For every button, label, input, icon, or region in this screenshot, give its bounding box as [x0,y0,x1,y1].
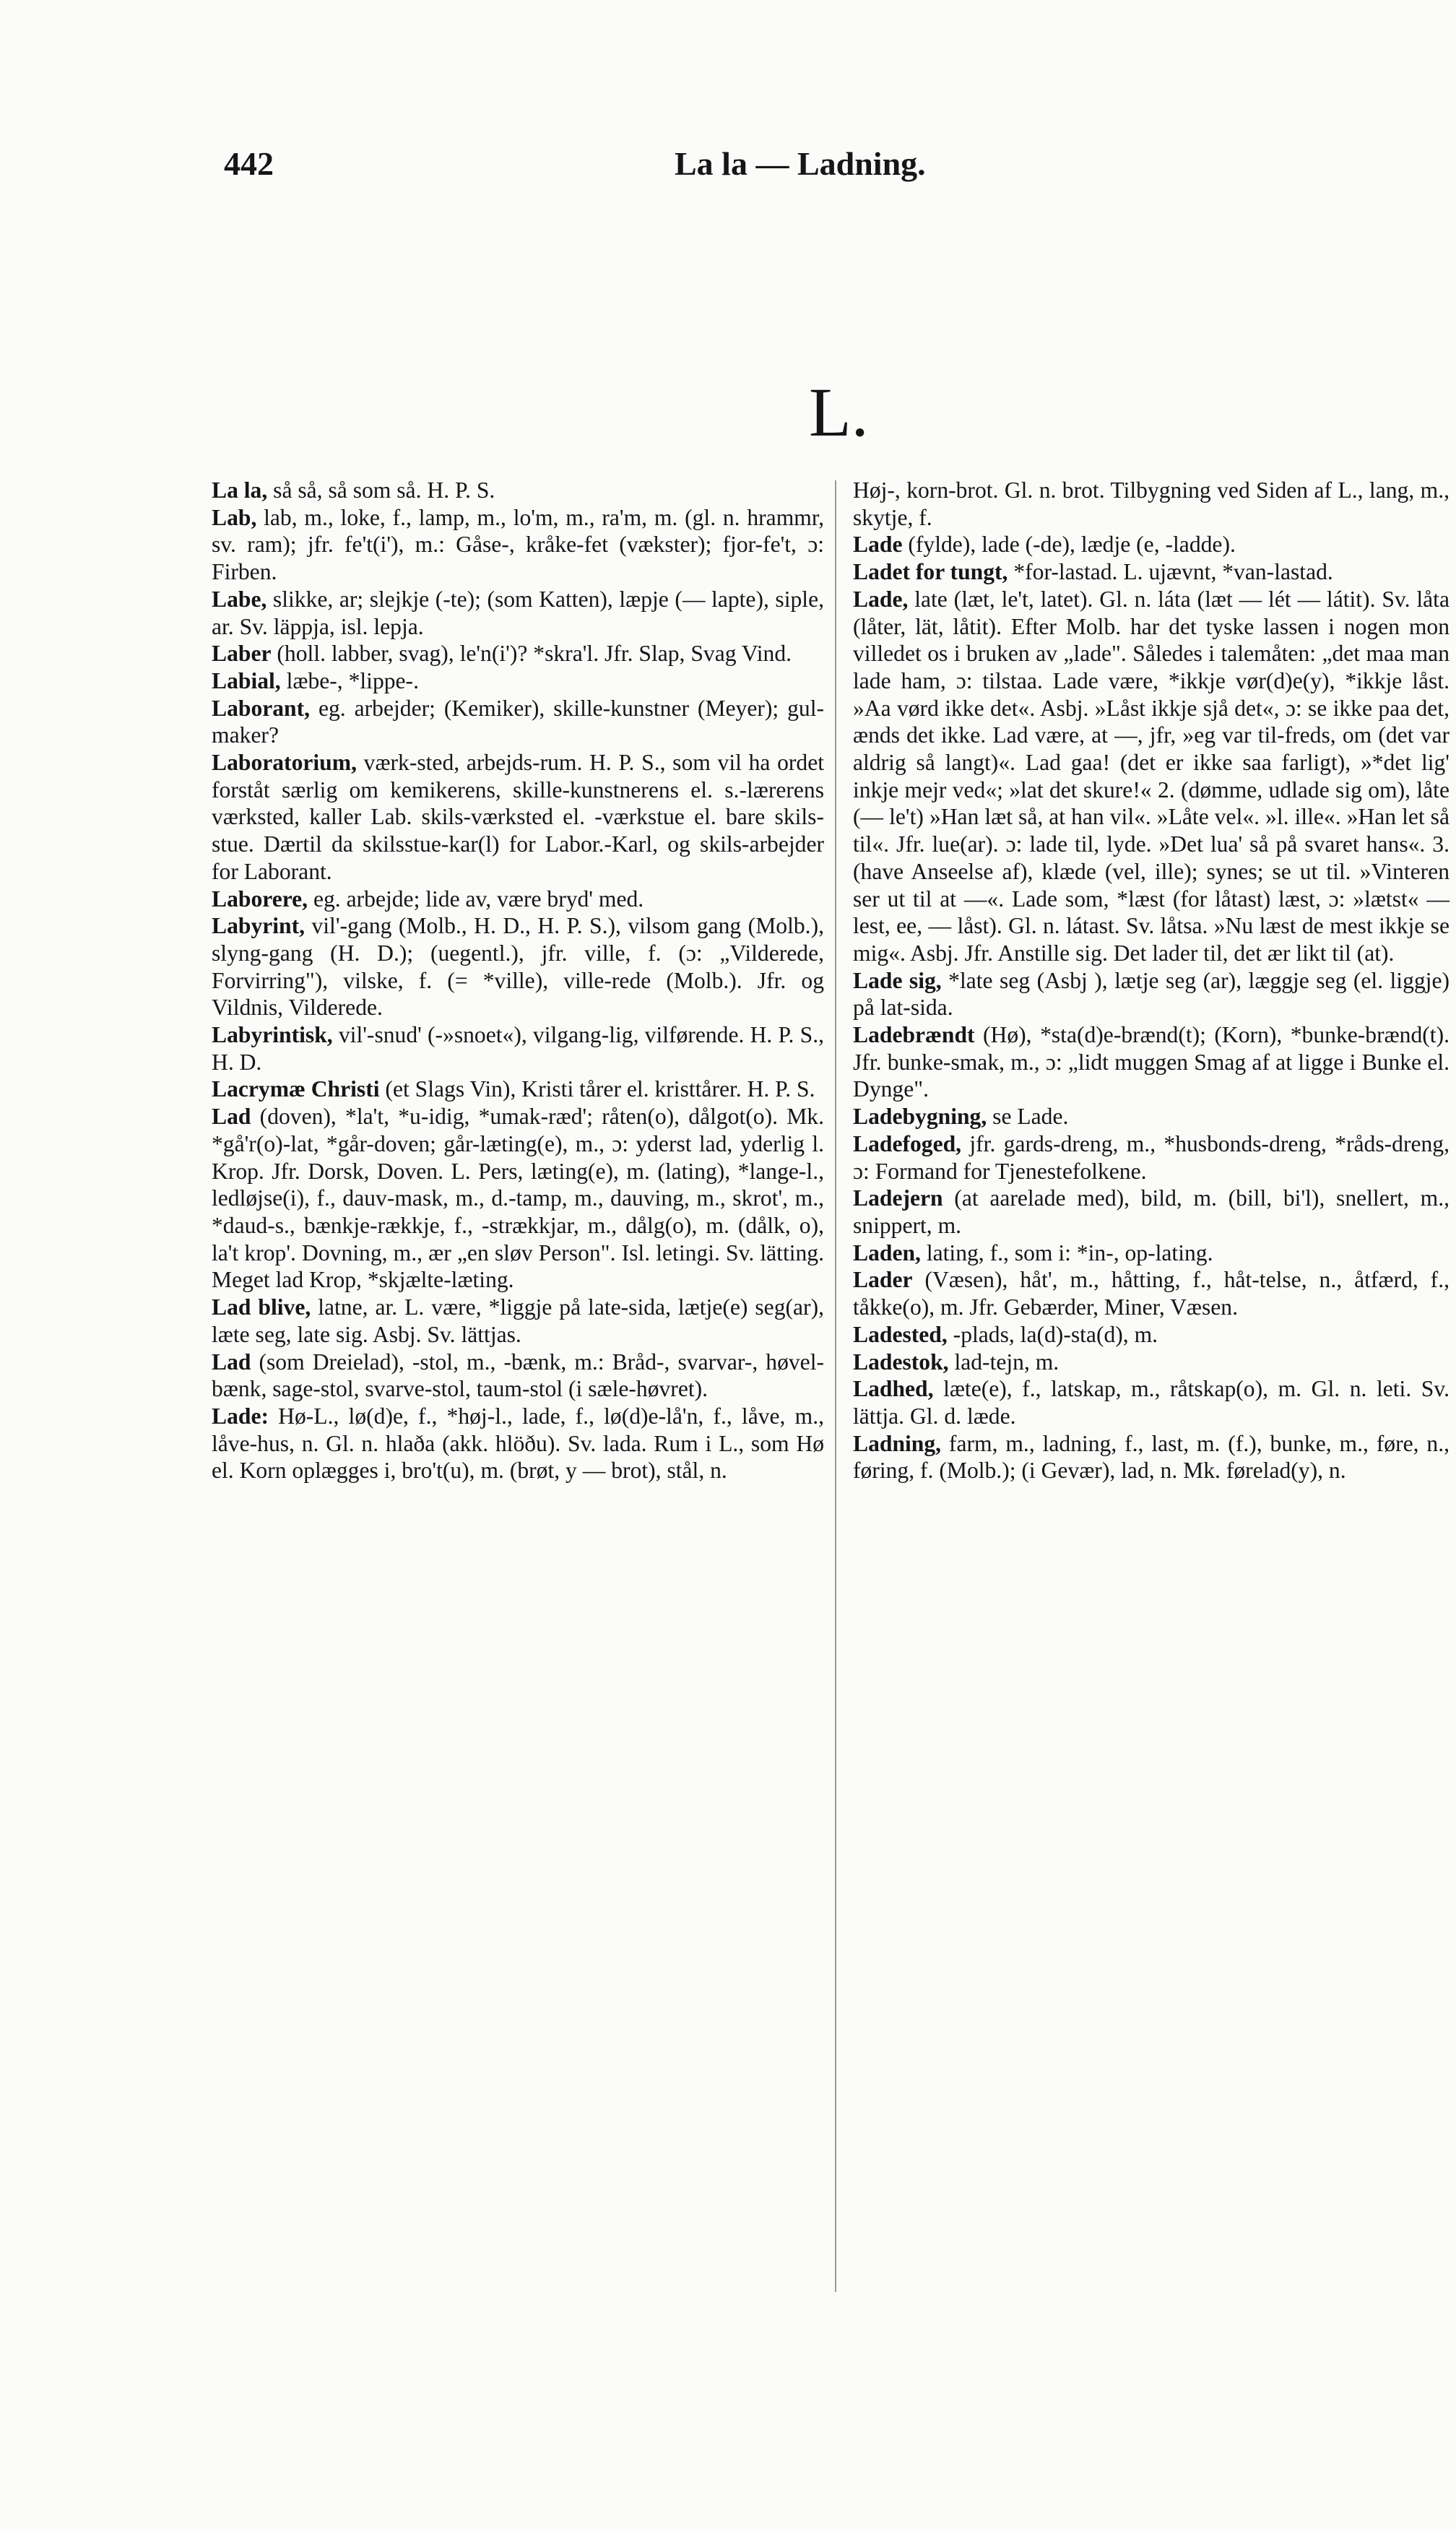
entry-text: (doven), *la't, *u-idig, *umak-ræd'; råten(o), dålgot(o). Mk. *gå'r(o)-lat, *går-doven; går-læting(e), m., ɔ: yderst lad, yderlig l. Krop. Jfr. Dorsk, Doven. L. Pers, læting(e), m. (lating), *lange-l., ledløjse(i), f., dauv-mask, m., d.-tamp, m., dauving, m., skrot', m., *daud-s., bænkje-rækkje, f., -strækkjar, m., dålg(o), m. (dålk, o), la't krop'. Dovning, m., ær „en sløv Person". Isl. letingi. Sv. lätting. Meget lad Krop, *skjælte-læting. [212,1104,824,1293]
entry-headword: Ladejern [853,1185,943,1211]
dictionary-entry [212,477,824,504]
entry-headword: Lad [212,1104,251,1130]
entry-headword: La la, [212,477,268,503]
dictionary-entry [212,586,824,640]
entry-headword: Laber [212,641,272,667]
entry-headword: Ladebygning, [853,1104,987,1130]
dictionary-entry [853,531,1450,558]
entry-text: -plads, la(d)-sta(d), m. [947,1321,1158,1347]
entry-headword: Lade [853,532,903,558]
entry-headword: Laborere, [212,886,308,912]
entry-headword: Lade, [853,586,909,612]
dictionary-entry [212,1403,824,1484]
dictionary-entry [212,886,824,913]
entry-text: (holl. labber, svag), le'n(i')? *skra'l. Jfr. Slap, Svag Vind. [271,641,792,667]
entry-text: slikke, ar; slejkje (-te); (som Katten), læpje (— lapte), siple, ar. Sv. läppja, isl. lepja. [212,586,824,639]
entry-text: (fylde), lade (-de), lædje (e, -ladde). [902,532,1236,558]
dictionary-entry [853,477,1450,531]
dictionary-entry [853,1103,1450,1130]
left-column [212,477,824,1484]
entry-text: værk-sted, arbejds-rum. H. P. S., som vil ha ordet forståt særlig om kemikerens, skille-kunstnerens el. s.-lærerens værksted, kaller Lab. skils-værksted el. -værkstue el. bare skils-stue. Dærtil da skilsstue-kar(l) for Labor.-Karl, og skils-arbejder for Laborant. [212,750,824,884]
dictionary-entry [853,1430,1450,1484]
dictionary-entry [853,1375,1450,1429]
entry-headword: Labyrint, [212,913,306,939]
entry-headword: Lader [853,1267,913,1293]
entry-text: lab, m., loke, f., lamp, m., lo'm, m., ra'm, m. (gl. n. hrammr, sv. ram); jfr. fe't(i'), m.: Gåse-, kråke-fet (vækster); fjor-fe't, ɔ: Firben. [212,504,824,585]
entry-text: eg. arbejde; lide av, være bryd' med. [308,886,644,912]
dictionary-entry [212,695,824,749]
dictionary-entry [853,1021,1450,1103]
dictionary-entry [212,749,824,886]
entry-headword: Ladhed, [853,1376,934,1402]
dictionary-entry [212,1103,824,1294]
entry-headword: Lad [212,1349,251,1375]
dictionary-entry [212,1021,824,1076]
dictionary-entry [853,1130,1450,1185]
dictionary-entry [853,1239,1450,1267]
entry-text: (et Slags Vin), Kristi tårer el. kristtårer. H. P. S. [379,1076,815,1102]
entry-headword: Labyrintisk, [212,1022,333,1048]
entry-text: *for-lastad. L. ujævnt, *van-lastad. [1008,559,1333,585]
entry-headword: Ladebrændt [853,1022,975,1048]
dictionary-entry [853,1349,1450,1376]
dictionary-entry [212,1294,824,1348]
entry-text: *late seg (Asbj ), lætje seg (ar), læggje seg (el. liggje) på lat-sida. [853,967,1450,1021]
entry-text: (Væsen), håt', m., håtting, f., håt-telse, n., åtfærd, f., tåkke(o), m. Jfr. Gebærder, Miner, Væsen. [853,1267,1450,1320]
entry-text: late (læt, le't, latet). Gl. n. láta (læt — lét — látit). Sv. låta (låter, lät, låtit). Efter Molb. har det tyske lassen i nogen mon villedet os i bruken av „lade". Således i talemåten: „det maa man lade ham, ɔ: tilstaa. Lade være, *ikkje vør(d)e(y), *ikkje låst. »Aa vørd ikke det«. Asbj. »Låst ikkje sjå det«, ɔ: se ikke paa det, ænds det ikke. Lad være, at —, jfr, »eg var til-freds, om (det var aldrig så langt)«. Lad gaa! (det er ikke saa farligt), »*det lig' inkje mejr ved«; »lat det skure!« 2. (dømme, udlade sig om), låte (— le't) »Han læt så, at han vil«. »Låte vel«. »l. ille«. »Han let så til«. Jfr. lue(ar). ɔ: lade til, lyde. »Det lua' så på svaret hans«. 3. (have Anseelse af), klæde (vel, ille); synes; se ut til. »Vinteren ser ut til at —«. Lade som, *læst (for låtast) læst, ɔ: »lætst« — lest, ee, — låst). Gl. n. látast. Sv. låtsa. »Nu læst de mest ikkje se mig«. Asbj. Jfr. Anstille sig. Det lader til, det ær likt til (at). [853,586,1450,966]
entry-text: lad-tejn, m. [948,1349,1060,1375]
entry-text: eg. arbejder; (Kemiker), skille-kunstner (Meyer); gul-maker? [212,695,824,748]
dictionary-entry [853,1266,1450,1320]
dictionary-entry [853,1185,1450,1239]
entry-headword: Ladefoged, [853,1130,962,1156]
dictionary-entry [212,504,824,586]
entry-text: vil'-gang (Molb., H. D., H. P. S.), vilsom gang (Molb.), slyng-gang (H. D.); (uegentl.), jfr. ville, f. (ɔ: „Vilderede, Forvirring"), vilske, f. (= *ville), ville-rede (Molb.). Jfr. og Vildnis, Vilderede. [212,913,824,1021]
entry-headword: Labe, [212,586,267,612]
dictionary-entry [853,586,1450,967]
entry-text: jfr. gards-dreng, m., *husbonds-dreng, *råds-dreng, ɔ: Formand for Tjenestefolkene. [853,1130,1450,1184]
entry-text: latne, ar. L. være, *liggje på late-sida, lætje(e) seg(ar), læte seg, late sig. Asbj. Sv. lättjas. [212,1294,824,1347]
entry-headword: Ladestok, [853,1349,949,1375]
column-divider [835,480,836,2292]
entry-text: farm, m., ladning, f., last, m. (f.), bunke, m., føre, n., føring, f. (Molb.); (i Gevær), lad, n. Mk. førelad(y), n. [853,1430,1450,1484]
entry-headword: Ladet for tungt, [853,559,1008,585]
entry-text: læbe-, *lippe-. [280,667,419,693]
entry-text: Høj-, korn-brot. Gl. n. brot. Tilbygning ved Siden af L., lang, m., skytje, f. [853,477,1450,530]
entry-headword: Lade: [212,1403,269,1429]
dictionary-entry [212,912,824,1021]
entry-text: lating, f., som i: *in-, op-lating. [920,1239,1213,1266]
right-column [853,477,1450,1484]
page-number: 442 [224,145,274,182]
entry-headword: Lad blive, [212,1294,311,1320]
dictionary-entry [212,1349,824,1403]
entry-headword: Laden, [853,1239,921,1266]
entry-headword: Lab, [212,504,257,530]
entry-headword: Lade sig, [853,967,942,993]
entry-headword: Laboratorium, [212,750,357,776]
entry-headword: Labial, [212,667,281,693]
entry-headword: Ladning, [853,1430,942,1456]
dictionary-entry [853,558,1450,586]
entry-text: (at aarelade med), bild, m. (bill, bi'l), snellert, m., snippert, m. [853,1185,1450,1238]
entry-headword: Lacrymæ Christi [212,1076,380,1102]
dictionary-entry [212,1076,824,1103]
entry-text: se Lade. [987,1104,1069,1130]
dictionary-entry [853,1321,1450,1349]
entry-headword: Ladested, [853,1321,948,1347]
dictionary-entry [212,640,824,667]
entry-text: så så, så som så. H. P. S. [267,477,495,503]
entry-text: Hø-L., lø(d)e, f., *høj-l., lade, f., lø(d)e-lå'n, f., låve, m., låve-hus, n. Gl. n. hlaða (akk. hlöðu). Sv. lada. Rum i L., som Hø el. Korn oplægges i, bro't(u), m. (brøt, y — brot), stål, n. [212,1403,824,1484]
section-letter: L. [809,373,869,451]
dictionary-entry [853,967,1450,1021]
entry-headword: Laborant, [212,695,311,721]
entry-text: vil'-snud' (-»snoet«), vilgang-lig, vilførende. H. P. S., H. D. [212,1022,824,1075]
dictionary-entry [212,667,824,695]
entry-text: (Hø), *sta(d)e-brænd(t); (Korn), *bunke-brænd(t). Jfr. bunke-smak, m., ɔ: „lidt muggen Smag af at ligge i Bunke el. Dynge". [853,1022,1450,1102]
entry-text: (som Dreielad), -stol, m., -bænk, m.: Bråd-, svarvar-, høvel-bænk, sage-stol, svarve-stol, taum-stol (i sæle-høvret). [212,1349,824,1402]
entry-text: læte(e), f., latskap, m., råtskap(o), m. Gl. n. leti. Sv. lättja. Gl. d. læde. [853,1376,1450,1429]
running-title: La la — Ladning. [675,145,926,182]
